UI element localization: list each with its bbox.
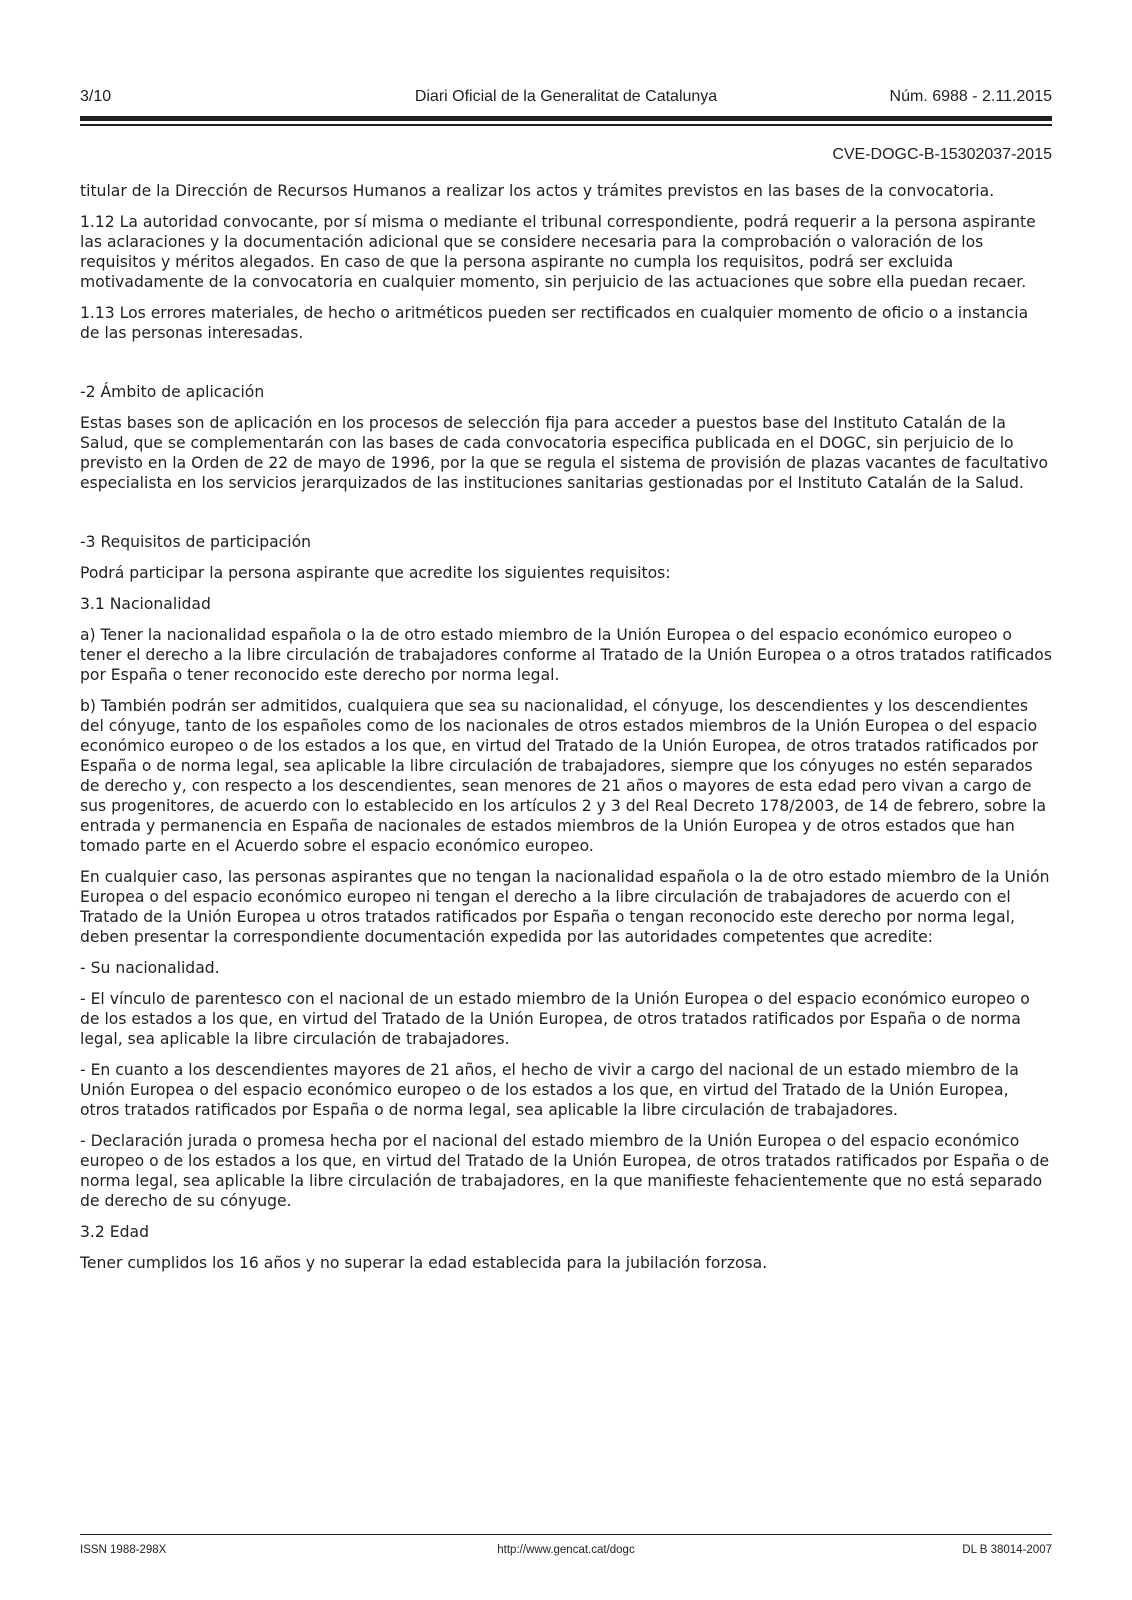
paragraph: a) Tener la nacionalidad española o la de otro estado miembro de la Unión Europea o del espacio económico europeo o tener el derecho a la libre circulación de trabajadores conforme al Tratado de la Unión Europea o a otros tratados ratificados por España o tener reconocido este derecho por norma legal. <box>80 626 1052 684</box>
section-heading: -3 Requisitos de participación <box>80 533 311 551</box>
paragraph: titular de la Dirección de Recursos Humanos a realizar los actos y trámites previstos en las bases de la convocatoria. <box>80 182 995 200</box>
paragraph: b) También podrán ser admitidos, cualquiera que sea su nacionalidad, el cónyuge, los descendientes y los descendientes del cónyuge, tanto de los españoles como de los nacionales de otros estados miembros de la Unión Europea o del espacio económico europeo o de los estados a los que, en virtud del Tratado de la Unión Europea, de otros tratados ratificados por España o de norma legal, sea aplicable la libre circulación de trabajadores, siempre que los cónyuges no estén separados de derecho y, con respecto a los descendientes, sean menores de 21 años o mayores de esta edad pero vivan a cargo de sus progenitores, de acuerdo con lo establecido en los artículos 2 y 3 del Real Decreto 178/2003, de 14 de febrero, sobre la entrada y permanencia en España de nacionales de estados miembros de la Unión Europea y de otros estados que han tomado parte en el Acuerdo sobre el espacio económico europeo. <box>80 697 1047 855</box>
publication-title: Diari Oficial de la Generalitat de Catalunya <box>414 88 718 105</box>
document-body <box>80 181 1052 1284</box>
footer-rule <box>80 1534 1052 1535</box>
footer-url[interactable]: http://www.gencat.cat/dogc <box>497 1544 635 1556</box>
header-rule-thick <box>80 116 1052 121</box>
section-heading: -2 Ámbito de aplicación <box>80 383 265 401</box>
subsection-heading: 3.1 Nacionalidad <box>80 595 211 613</box>
subsection-heading: 3.2 Edad <box>80 1223 149 1241</box>
issn: ISSN 1988-298X <box>80 1544 167 1556</box>
list-item: - El vínculo de parentesco con el nacional de un estado miembro de la Unión Europea o del espacio económico europeo o de los estados a los que, en virtud del Tratado de la Unión Europea, de otros tratados ratificados por España o de norma legal, sea aplicable la libre circulación de trabajadores. <box>80 990 1030 1048</box>
paragraph: Estas bases son de aplicación en los procesos de selección fija para acceder a puestos base del Instituto Catalán de la Salud, que se complementarán con las bases de cada convocatoria especifica publicada en el DOGC, sin perjuicio de lo previsto en la Orden de 22 de mayo de 1996, por la que se regula el sistema de provisión de plazas vacantes de facultativo especialista en los servicios jerarquizados de las instituciones sanitarias gestionadas por el Instituto Catalán de la Salud. <box>80 414 1049 492</box>
list-item: - Su nacionalidad. <box>80 959 220 977</box>
page-footer <box>80 1544 1052 1560</box>
page-number: 3/10 <box>80 88 112 105</box>
cve-code: CVE-DOGC-B-15302037-2015 <box>832 146 1052 163</box>
paragraph: Podrá participar la persona aspirante que acredite los siguientes requisitos: <box>80 564 671 582</box>
page-header <box>80 88 1052 112</box>
header-rule-thin <box>80 124 1052 126</box>
paragraph: 1.13 Los errores materiales, de hecho o aritméticos pueden ser rectificados en cualquier momento de oficio o a instancia de las personas interesadas. <box>80 304 1029 342</box>
list-item: - En cuanto a los descendientes mayores de 21 años, el hecho de vivir a cargo del nacional de un estado miembro de la Unión Europea o del espacio económico europeo o de los estados a los que, en virtud del Tratado de la Unión Europea, otros tratados ratificados por España o de norma legal, sea aplicable la libre circulación de trabajadores. <box>80 1061 1019 1119</box>
legal-deposit: DL B 38014-2007 <box>962 1544 1052 1556</box>
paragraph: 1.12 La autoridad convocante, por sí misma o mediante el tribunal correspondiente, podrá requerir a la persona aspirante las aclaraciones y la documentación adicional que se considere necesaria para la comprobación o valoración de los requisitos y méritos alegados. En caso de que la persona aspirante no cumpla los requisitos, podrá ser excluida motivadamente de la convocatoria en cualquier momento, sin perjuicio de las actuaciones que sobre ella puedan recaer. <box>80 213 1036 291</box>
issue-number: Núm. 6988 - 2.11.2015 <box>889 88 1052 105</box>
paragraph: Tener cumplidos los 16 años y no superar la edad establecida para la jubilación forzosa. <box>80 1254 768 1272</box>
paragraph: En cualquier caso, las personas aspirantes que no tengan la nacionalidad española o la de otro estado miembro de la Unión Europea o del espacio económico europeo ni tengan el derecho a la libre circulación de trabajadores de acuerdo con el Tratado de la Unión Europea u otros tratados ratificados por España o tengan reconocido este derecho por norma legal, deben presentar la correspondiente documentación expedida por las autoridades competentes que acredite: <box>80 868 1050 946</box>
list-item: - Declaración jurada o promesa hecha por el nacional del estado miembro de la Unión Europea o del espacio económico europeo o de los estados a los que, en virtud del Tratado de la Unión Europea, de otros tratados ratificados por España o de norma legal, sea aplicable la libre circulación de trabajadores, en la que manifieste fehacientemente que no está separado de derecho de su cónyuge. <box>80 1132 1050 1210</box>
